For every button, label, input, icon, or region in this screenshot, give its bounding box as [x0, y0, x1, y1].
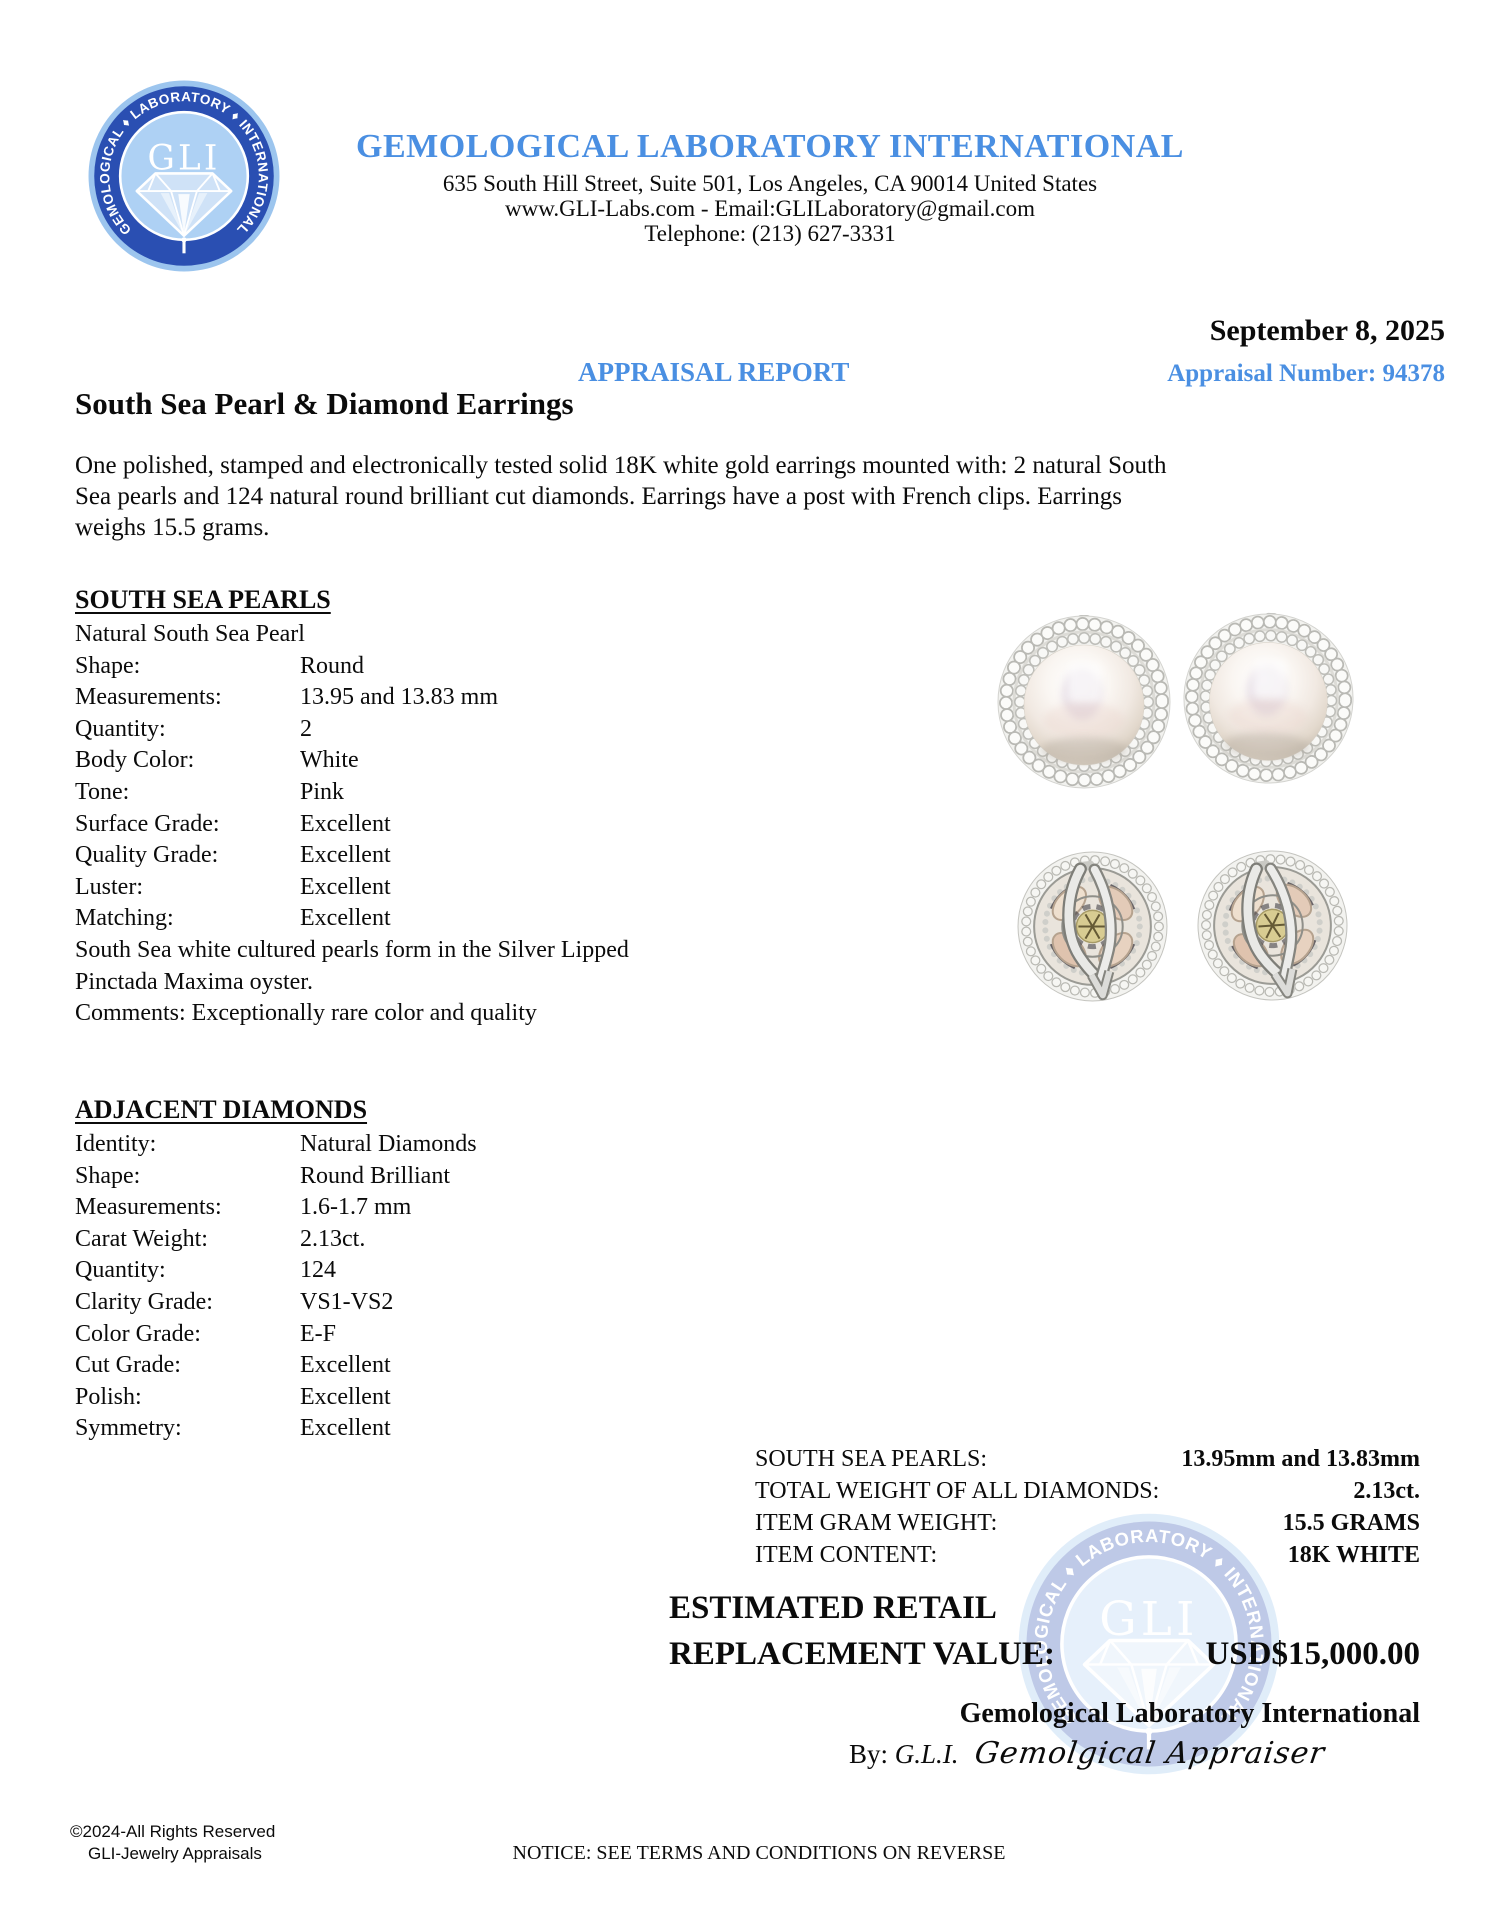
signature-company: Gemological Laboratory International — [959, 1698, 1420, 1729]
spec-label: Carat Weight: — [75, 1225, 208, 1252]
spec-value: Excellent — [300, 842, 391, 869]
summary-label: ITEM CONTENT: — [755, 1542, 938, 1568]
spec-value: Round — [300, 652, 365, 679]
spec-row — [75, 1413, 735, 1445]
summary-row — [755, 1507, 1420, 1539]
pearls-note: Comments: Exceptionally rare color and quality — [75, 1000, 537, 1027]
pearls-heading: SOUTH SEA PEARLS — [75, 585, 331, 614]
earring-back-right-photo — [1196, 849, 1349, 1002]
description-line: One polished, stamped and electronically tested solid 18K white gold earrings mounted with: 2 natural South — [75, 452, 1167, 479]
spec-value: E-F — [300, 1320, 336, 1347]
spec-value: Excellent — [300, 1415, 391, 1442]
footer-notice: NOTICE: SEE TERMS AND CONDITIONS ON REVERSE — [512, 1842, 1006, 1864]
spec-value: Natural Diamonds — [300, 1131, 477, 1157]
description-line: Sea pearls and 124 natural round brilliant cut diamonds. Earrings have a post with French clips. Earrings — [75, 483, 1122, 510]
diamonds-heading: ADJACENT DIAMONDS — [75, 1095, 368, 1124]
spec-row — [75, 777, 735, 809]
appraisal-number: Appraisal Number: 94378 — [1167, 360, 1445, 387]
spec-row — [75, 651, 735, 683]
description-line: weighs 15.5 grams. — [75, 514, 270, 541]
spec-label: Cut Grade: — [75, 1352, 181, 1379]
valuation-line1: ESTIMATED RETAIL — [669, 1590, 997, 1626]
spec-label: Shape: — [75, 1162, 141, 1189]
spec-label: Identity: — [75, 1131, 157, 1157]
report-title: APPRAISAL REPORT — [578, 357, 850, 387]
spec-value: 124 — [300, 1257, 336, 1284]
spec-label: Body Color: — [75, 747, 195, 774]
spec-value: Excellent — [300, 1383, 391, 1410]
spec-label: Symmetry: — [75, 1415, 182, 1442]
spec-row — [75, 1224, 735, 1256]
spec-row — [75, 1192, 735, 1224]
gli-logo — [88, 80, 280, 272]
spec-value: VS1-VS2 — [300, 1288, 394, 1315]
spec-value: Pink — [300, 778, 345, 805]
footer-org: GLI-Jewelry Appraisals — [88, 1844, 262, 1863]
spec-row — [75, 1255, 735, 1287]
org-phone: Telephone: (213) 627-3331 — [644, 221, 896, 246]
spec-label: Quality Grade: — [75, 842, 219, 869]
spec-row — [75, 903, 735, 935]
valuation-label: REPLACEMENT VALUE: — [669, 1636, 1055, 1672]
valuation-line2 — [669, 1636, 1420, 1673]
summary-block — [755, 1443, 1420, 1571]
spec-value: 2 — [300, 715, 312, 742]
spec-label: Shape: — [75, 652, 141, 679]
spec-row — [75, 1161, 735, 1193]
spec-value: Round Brilliant — [300, 1162, 450, 1189]
signature-initials: G.L.I. — [894, 1739, 959, 1769]
spec-label: Clarity Grade: — [75, 1288, 213, 1315]
summary-value: 18K WHITE — [1287, 1542, 1420, 1568]
earring-back-left-photo — [1016, 850, 1169, 1003]
org-name: GEMOLOGICAL LABORATORY INTERNATIONAL — [356, 128, 1184, 165]
spec-label: Quantity: — [75, 715, 166, 742]
valuation-amount: USD$15,000.00 — [1205, 1636, 1420, 1672]
spec-value: Excellent — [300, 905, 391, 932]
spec-row — [75, 840, 735, 872]
summary-value: 2.13ct. — [1353, 1478, 1420, 1504]
earring-front-right-photo — [1182, 612, 1355, 785]
spec-row — [75, 1129, 735, 1161]
spec-value: 1.6-1.7 mm — [300, 1194, 412, 1221]
spec-label: Matching: — [75, 905, 174, 932]
pearls-note: South Sea white cultured pearls form in the Silver Lipped — [75, 936, 629, 963]
spec-value: 13.95 and 13.83 mm — [300, 684, 498, 711]
spec-row — [75, 872, 735, 904]
spec-value: Excellent — [300, 1352, 391, 1379]
summary-label: SOUTH SEA PEARLS: — [755, 1446, 988, 1472]
summary-value: 15.5 GRAMS — [1282, 1510, 1420, 1536]
spec-row — [75, 714, 735, 746]
spec-row — [75, 682, 735, 714]
spec-label: Luster: — [75, 873, 143, 900]
pearls-intro: Natural South Sea Pearl — [75, 621, 305, 647]
summary-row — [755, 1443, 1420, 1475]
earring-front-left-photo — [996, 614, 1172, 790]
summary-row — [755, 1475, 1420, 1507]
org-web-email: www.GLI-Labs.com - Email:GLILaboratory@gmail.com — [505, 196, 1035, 221]
signature-by-prefix: By: — [849, 1739, 889, 1769]
pearls-section — [75, 581, 735, 1030]
spec-label: Color Grade: — [75, 1320, 201, 1347]
org-address: 635 South Hill Street, Suite 501, Los Angeles, CA 90014 United States — [442, 171, 1098, 196]
footer-copyright: ©2024-All Rights Reserved — [70, 1822, 276, 1841]
summary-label: ITEM GRAM WEIGHT: — [755, 1510, 998, 1536]
spec-row — [75, 1382, 735, 1414]
diamonds-section — [75, 1091, 735, 1445]
spec-row — [75, 1350, 735, 1382]
summary-row — [755, 1539, 1420, 1571]
summary-value: 13.95mm and 13.83mm — [1181, 1446, 1420, 1472]
item-title: South Sea Pearl & Diamond Earrings — [75, 386, 574, 421]
spec-value: White — [300, 747, 359, 774]
spec-label: Measurements: — [75, 684, 222, 711]
report-date: September 8, 2025 — [1209, 314, 1445, 347]
spec-row — [75, 745, 735, 777]
spec-row — [75, 1287, 735, 1319]
spec-label: Polish: — [75, 1383, 142, 1410]
spec-label: Surface Grade: — [75, 810, 220, 837]
pearls-note: Pinctada Maxima oyster. — [75, 968, 313, 995]
item-description — [75, 450, 1425, 543]
spec-label: Measurements: — [75, 1194, 222, 1221]
signature-line — [849, 1736, 1328, 1771]
spec-label: Quantity: — [75, 1257, 166, 1284]
spec-label: Tone: — [75, 778, 130, 805]
spec-row — [75, 1319, 735, 1351]
spec-value: Excellent — [300, 810, 391, 837]
spec-row — [75, 809, 735, 841]
spec-value: Excellent — [300, 873, 391, 900]
spec-value: 2.13ct. — [300, 1225, 366, 1252]
appraiser-signature: Gemolgical Appraiser — [972, 1736, 1328, 1771]
summary-label: TOTAL WEIGHT OF ALL DIAMONDS: — [755, 1478, 1160, 1504]
